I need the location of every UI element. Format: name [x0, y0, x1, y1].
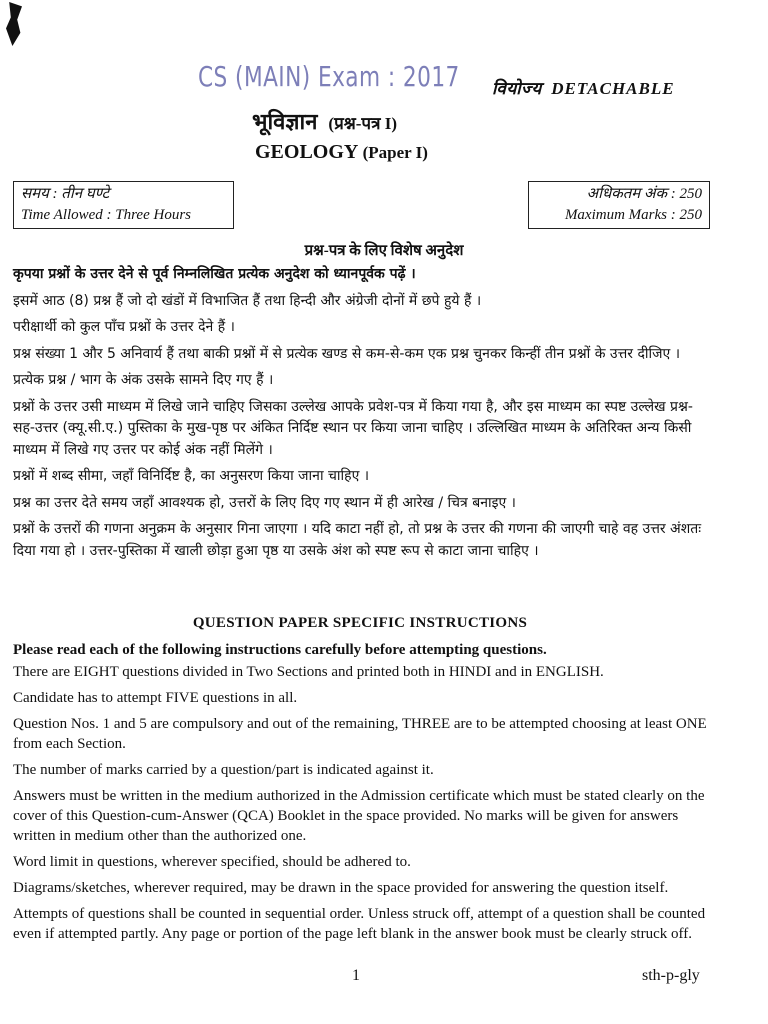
- english-instruction-item: Question Nos. 1 and 5 are compulsory and out of the remaining, THREE are to be attempted choosing at least ONE from each Section.: [13, 716, 707, 752]
- english-instructions: [13, 640, 715, 950]
- hindi-lead: कृपया प्रश्नों के उत्तर देने से पूर्व निम्नलिखित प्रत्येक अनुदेश को ध्यानपूर्वक पढ़ें ।: [13, 266, 416, 282]
- time-allowed-hindi: समय : तीन घण्टे: [21, 186, 110, 202]
- maximum-marks-box: [528, 181, 710, 229]
- subject-title-hindi: [252, 106, 397, 136]
- english-instructions-heading: QUESTION PAPER SPECIFIC INSTRUCTIONS: [192, 615, 528, 631]
- detachable-hindi: वियोज्य: [492, 79, 542, 98]
- hindi-instruction-item: प्रश्न का उत्तर देते समय जहाँ आवश्यक हो, उत्तरों के लिए दिए गए स्थान में ही आरेख / चित्र बनाइए ।: [13, 494, 516, 511]
- paper-hindi: (प्रश्न-पत्र I): [328, 114, 397, 133]
- maximum-marks-hindi: अधिकतम अंक : 250: [586, 186, 702, 202]
- english-instruction-item: Attempts of questions shall be counted in sequential order. Unless struck off, attempt of a question shall be counted even if attempted partly. Any page or portion of the page left blank in the answer book must be clearly struck off.: [13, 906, 706, 942]
- detachable-label: [492, 76, 675, 99]
- scan-mark: [6, 2, 22, 46]
- paper-code: sth-p-gly: [642, 967, 700, 984]
- time-allowed-box: [13, 181, 234, 229]
- english-instruction-item: Candidate has to attempt FIVE questions in all.: [13, 690, 298, 706]
- exam-stamp: CS (MAIN) Exam : 2017: [198, 60, 460, 93]
- hindi-instruction-item: प्रत्येक प्रश्न / भाग के अंक उसके सामने दिए गए हैं ।: [13, 372, 274, 388]
- hindi-instructions-heading: प्रश्न-पत्र के लिए विशेष अनुदेश: [304, 243, 464, 259]
- english-instruction-item: Diagrams/sketches, wherever required, may be drawn in the space provided for answering the question itself.: [13, 880, 669, 896]
- english-instruction-item: There are EIGHT questions divided in Two Sections and printed both in HINDI and in ENGLISH.: [13, 664, 604, 680]
- english-instruction-item: Word limit in questions, wherever specified, should be adhered to.: [13, 854, 411, 870]
- hindi-instruction-item: इसमें आठ (8) प्रश्न हैं जो दो खंडों में विभाजित हैं तथा हिन्दी और अंग्रेजी दोनों में छपे हुये हैं ।: [13, 292, 482, 309]
- hindi-instructions: [13, 264, 713, 567]
- subject-title-english: [255, 141, 428, 164]
- hindi-instruction-item: प्रश्नों में शब्द सीमा, जहाँ विनिर्दिष्ट है, का अनुसरण किया जाना चाहिए ।: [13, 468, 370, 484]
- time-allowed-english: Time Allowed : Three Hours: [21, 207, 192, 223]
- english-lead: Please read each of the following instructions carefully before attempting questions.: [13, 642, 547, 658]
- page-number: 1: [352, 967, 360, 984]
- hindi-instruction-item: प्रश्नों के उत्तर उसी माध्यम में लिखे जाने चाहिए जिसका उल्लेख आपके प्रवेश-पत्र में किया गया है, और इस माध्यम का स्पष्ट उल्लेख प्रश्न-सह-उत्तर (क्यू.सी.ए.) पुस्तिका के मुख-पृष्ठ पर अंकित निर्दिष्ट स्थान पर किया जाना चाहिए । उल्लिखित माध्यम के अतिरिक्त अन्य किसी माध्यम में लिखे गए उत्तर पर कोई अंक नहीं मिलेंगे ।: [13, 398, 693, 458]
- maximum-marks-english: Maximum Marks : 250: [564, 207, 702, 223]
- hindi-instruction-item: प्रश्न संख्या 1 और 5 अनिवार्य हैं तथा बाकी प्रश्नों में से प्रत्येक खण्ड से कम-से-कम एक प्रश्न चुनकर किन्हीं तीन प्रश्नों के उत्तर दीजिए ।: [13, 345, 681, 362]
- subject-english: GEOLOGY: [255, 141, 358, 163]
- hindi-instruction-item: परीक्षार्थी को कुल पाँच प्रश्नों के उत्तर देने हैं ।: [13, 319, 235, 335]
- subject-hindi: भूविज्ञान: [252, 109, 318, 134]
- english-instruction-item: The number of marks carried by a question/part is indicated against it.: [13, 762, 434, 778]
- english-instruction-item: Answers must be written in the medium authorized in the Admission certificate which must be stated clearly on the cover of this Question-cum-Answer (QCA) Booklet in the space provided. No marks will be given for answers written in medium other than the authorized one.: [13, 788, 705, 844]
- paper-english: (Paper I): [362, 143, 428, 162]
- hindi-instruction-item: प्रश्नों के उत्तरों की गणना अनुक्रम के अनुसार गिना जाएगा । यदि काटा नहीं हो, तो प्रश्न के उत्तर की गणना की जाएगी चाहे वह उत्तर अंशतः दिया गया हो । उत्तर-पुस्तिका में खाली छोड़ा हुआ पृष्ठ या उसके अंश को स्पष्ट रूप से काटा जाना चाहिए ।: [13, 521, 702, 559]
- detachable-english: DETACHABLE: [551, 79, 675, 98]
